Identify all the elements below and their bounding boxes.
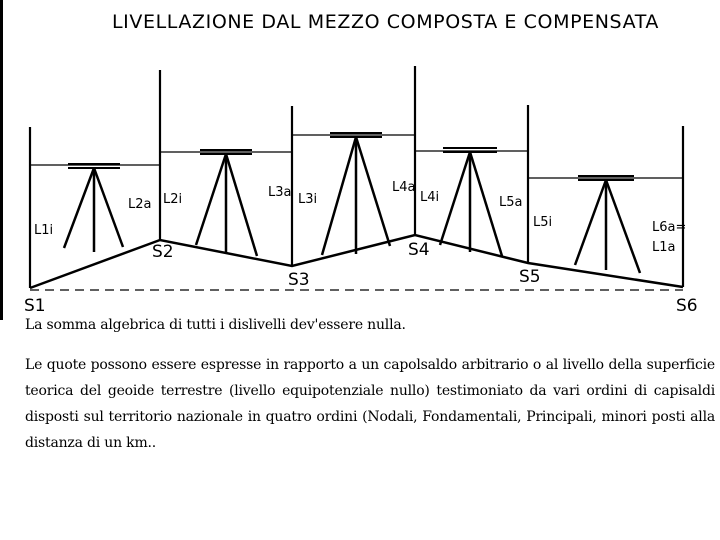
reading-l1a: L1a [652, 240, 676, 255]
station-s6: S6 [676, 296, 698, 316]
reading-l3i: L3i [298, 192, 318, 207]
reading-l1i: L1i [34, 223, 54, 238]
level-instrument-1 [64, 164, 123, 252]
diagram-edge [0, 0, 3, 320]
reading-l3a: L3a [268, 185, 292, 200]
closure-statement: La somma algebrica di tutti i dislivelli dev'essere nulla. [25, 317, 406, 333]
level-instrument-4 [440, 148, 502, 256]
station-s5: S5 [519, 267, 541, 287]
level-instrument-2 [196, 150, 257, 256]
reading-l2a: L2a [128, 197, 152, 212]
reading-l5i: L5i [533, 215, 553, 230]
reading-l5a: L5a [499, 195, 523, 210]
station-s2: S2 [152, 242, 174, 262]
reading-l2i: L2i [163, 192, 183, 207]
explanation-text [25, 312, 715, 456]
level-instrument-5 [575, 176, 640, 273]
level-instrument-3 [322, 133, 390, 255]
station-s3: S3 [288, 270, 310, 290]
reading-l4i: L4i [420, 190, 440, 205]
station-s4: S4 [408, 240, 430, 260]
diagram-title: LIVELLAZIONE DAL MEZZO COMPOSTA E COMPENSATA [112, 11, 660, 33]
reading-l6a: L6a= [652, 220, 687, 235]
explanation-paragraph: Le quote possono essere espresse in rapporto a un capolsaldo arbitrario o al livello della superficie teorica del geoide terrestre (livello equipotenziale nullo) testimoniato da vari ordini di capisaldi disposti sul territorio nazionale in quatro ordini (Nodali, Fondamentali, Principali, minori posti alla distanza di un km.. [25, 357, 715, 451]
reading-l4a: L4a [392, 180, 416, 195]
station-s1: S1 [24, 296, 46, 316]
